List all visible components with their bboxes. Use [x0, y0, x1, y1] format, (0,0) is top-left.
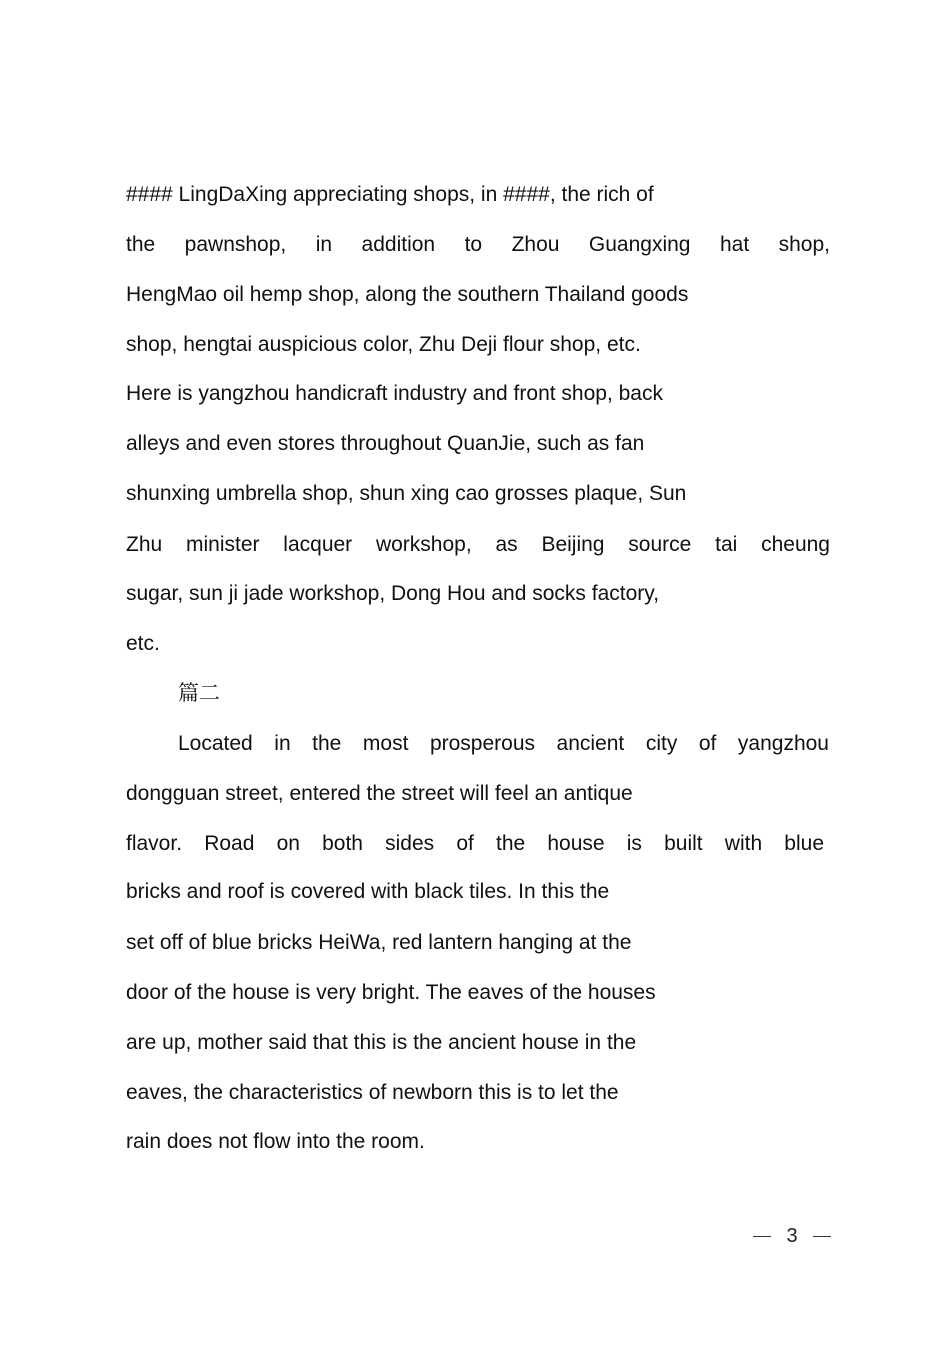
paragraph-1-line-2: the pawnshop, in addition to Zhou Guangxing hat shop, [126, 233, 830, 256]
paragraph-2-line-5: set off of blue bricks HeiWa, red lantern hanging at the [126, 931, 632, 954]
paragraph-1-line-9: sugar, sun ji jade workshop, Dong Hou and socks factory, [126, 582, 660, 605]
paragraph-1-line-3: HengMao oil hemp shop, along the southern Thailand goods [126, 283, 689, 306]
paragraph-1-line-10: etc. [126, 632, 160, 655]
page-number [753, 1222, 831, 1250]
section-heading: 篇二 [178, 681, 220, 705]
page-number-left-dash [753, 1236, 771, 1237]
paragraph-1-line-6: alleys and even stores throughout QuanJie, such as fan [126, 432, 645, 455]
paragraph-2-line-1: Located in the most prosperous ancient city of yangzhou [178, 732, 829, 755]
paragraph-1-line-7: shunxing umbrella shop, shun xing cao grosses plaque, Sun [126, 482, 687, 505]
page-number-right-dash [813, 1236, 831, 1237]
paragraph-2-line-7: are up, mother said that this is the ancient house in the [126, 1031, 637, 1054]
paragraph-1-line-8: Zhu minister lacquer workshop, as Beijing source tai cheung [126, 533, 830, 556]
paragraph-2-line-2: dongguan street, entered the street will feel an antique [126, 782, 633, 805]
paragraph-1-line-5: Here is yangzhou handicraft industry and front shop, back [126, 382, 663, 405]
paragraph-2-line-8: eaves, the characteristics of newborn this is to let the [126, 1081, 619, 1104]
page-number-value: 3 [786, 1224, 798, 1247]
paragraph-2-line-3: flavor. Road on both sides of the house is built with blue [126, 832, 824, 855]
paragraph-1-line-1: #### LingDaXing appreciating shops, in ####, the rich of [126, 183, 654, 206]
paragraph-2-line-4: bricks and roof is covered with black tiles. In this the [126, 880, 610, 903]
paragraph-1-line-4: shop, hengtai auspicious color, Zhu Deji flour shop, etc. [126, 333, 641, 356]
paragraph-2-line-9: rain does not flow into the room. [126, 1130, 425, 1153]
paragraph-2-line-6: door of the house is very bright. The eaves of the houses [126, 981, 656, 1004]
